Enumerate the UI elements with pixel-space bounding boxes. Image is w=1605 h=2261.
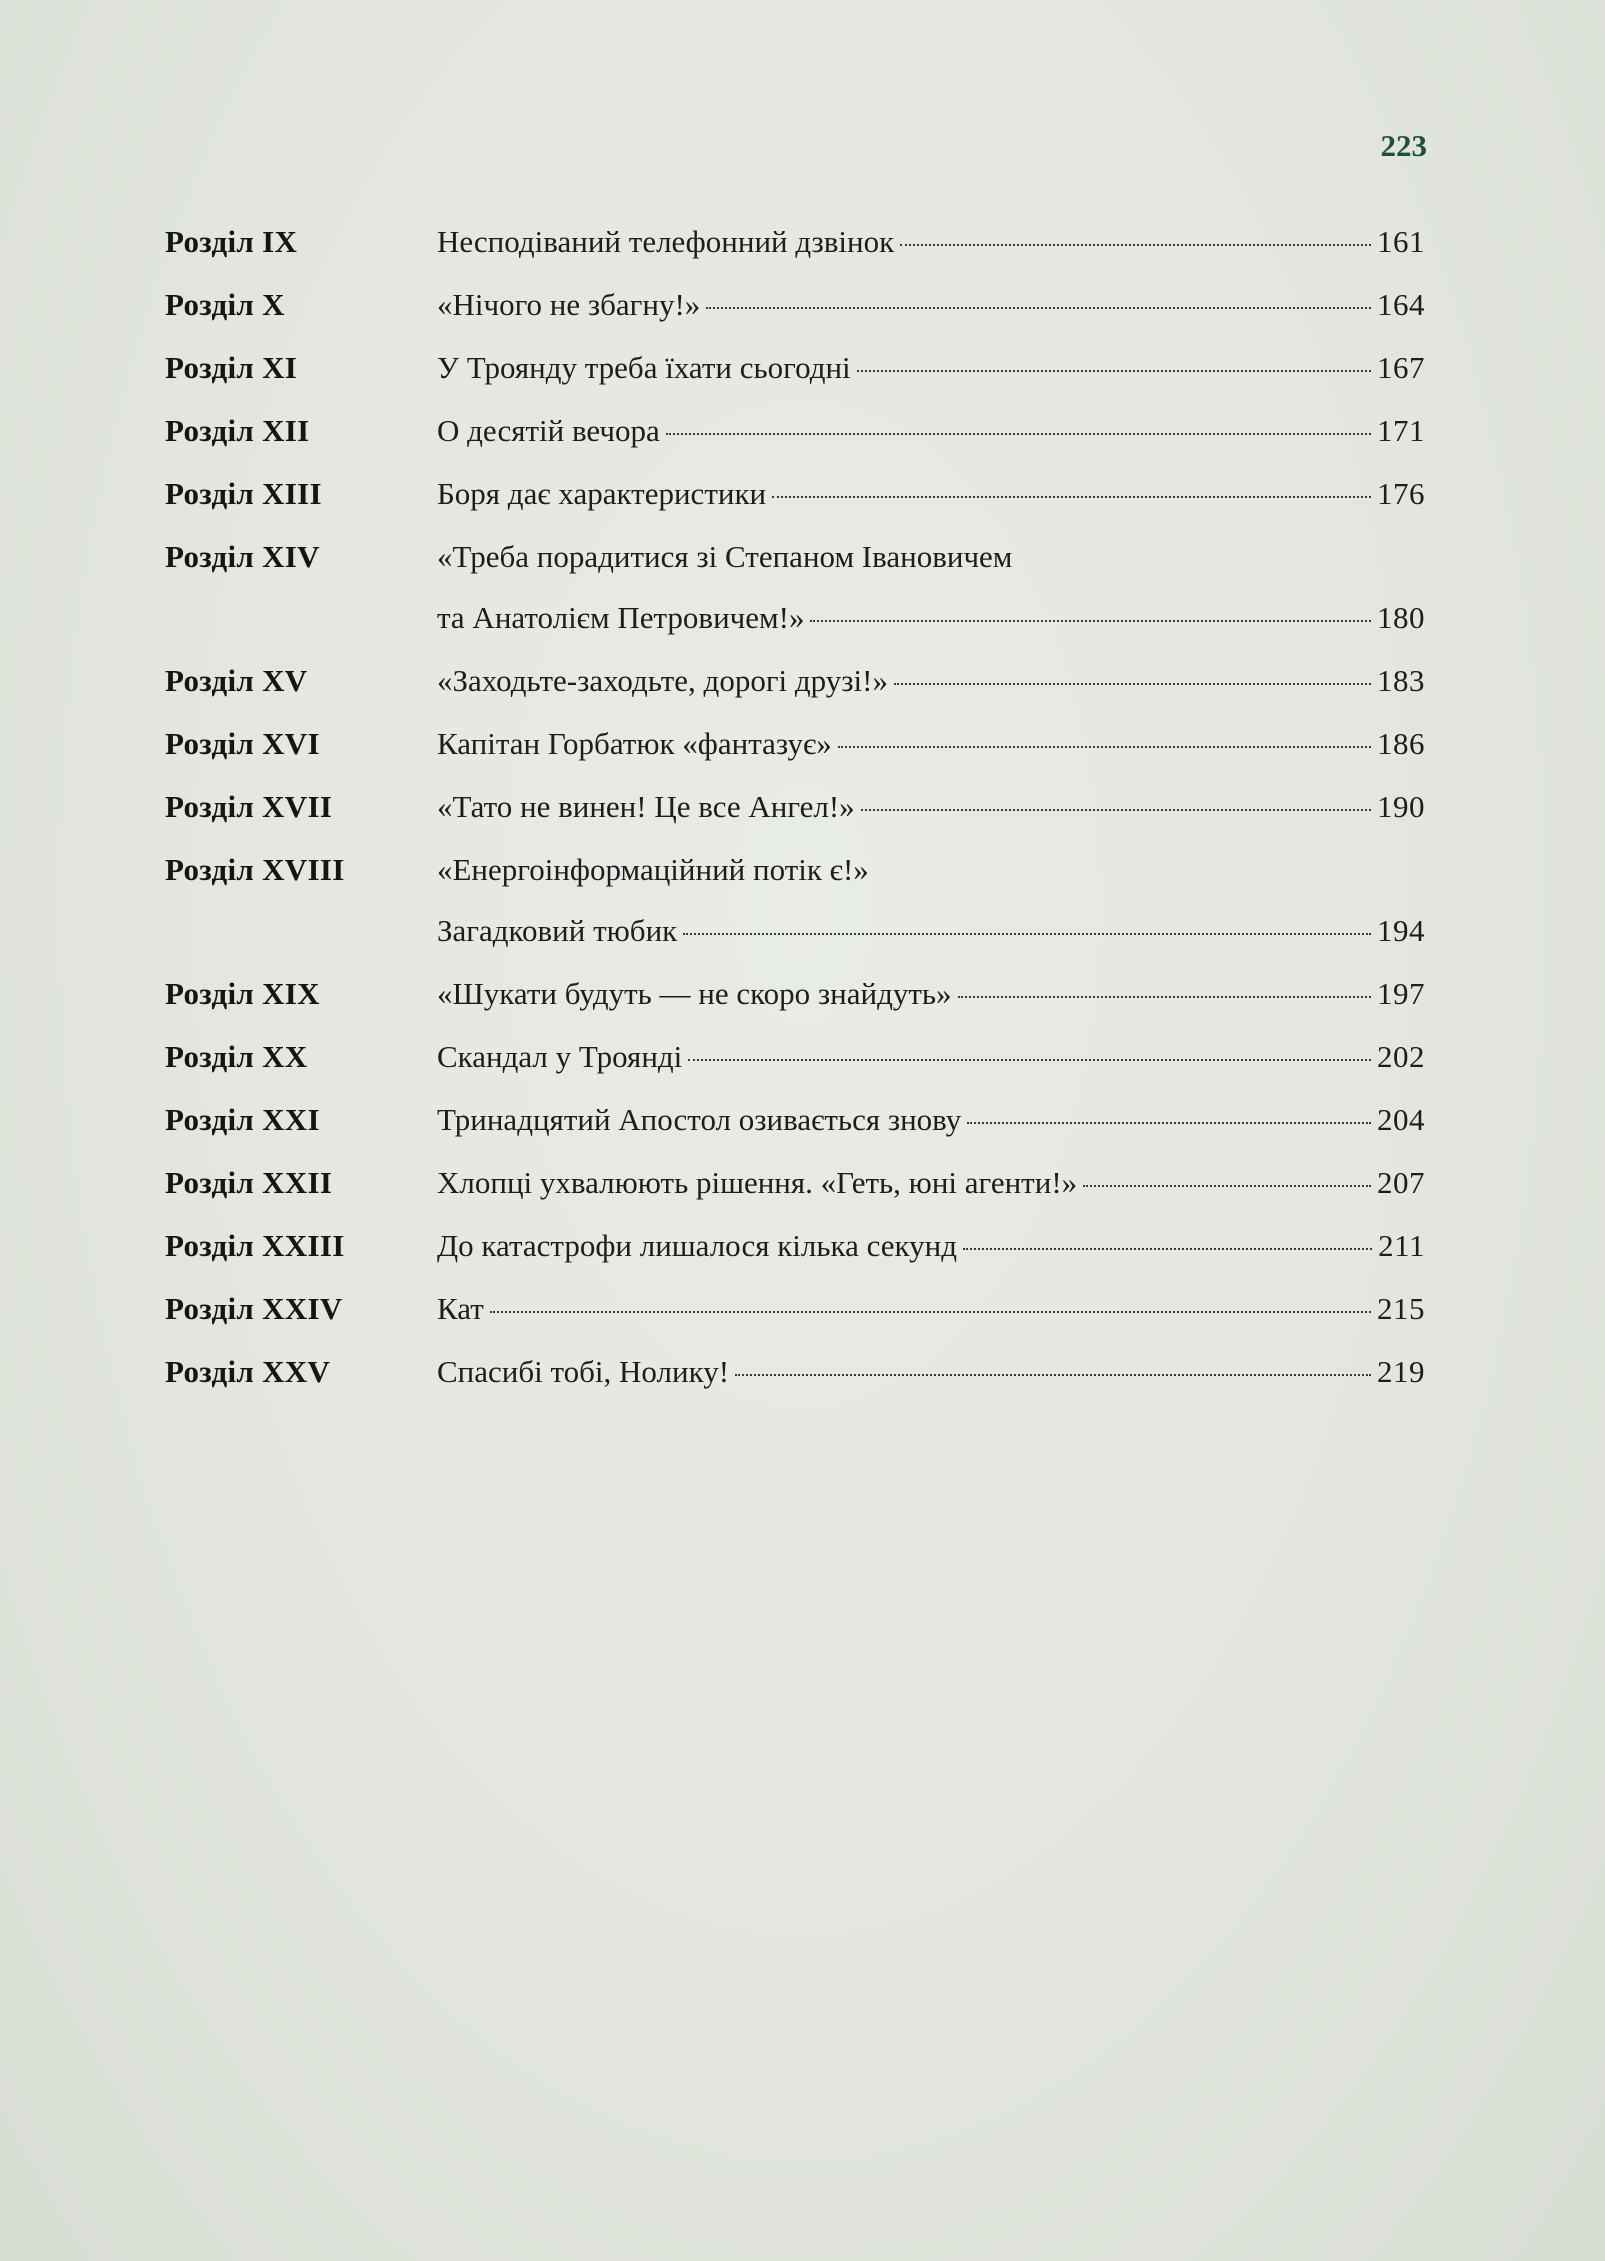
chapter-title-line (437, 348, 1425, 387)
chapter-entry (437, 724, 1425, 763)
chapter-label: Розділ IX (165, 224, 298, 259)
chapter-label: Розділ XIX (165, 976, 320, 1011)
chapter-title-line (437, 411, 1425, 450)
dot-leader (810, 620, 1371, 622)
chapter-entry (437, 1289, 1425, 1328)
chapter-title: У Троянду треба їхати сьогодні (437, 350, 851, 385)
chapter-entry (437, 1163, 1425, 1202)
dot-leader (683, 933, 1371, 935)
dot-leader (490, 1311, 1371, 1313)
chapter-title-line (437, 474, 1425, 513)
chapter-title: Тринадцятий Апостол озивається знову (437, 1102, 962, 1137)
dot-leader (861, 809, 1371, 811)
chapter-entry (437, 974, 1425, 1013)
toc-row (165, 411, 1425, 450)
chapter-label: Розділ XI (165, 350, 298, 385)
chapter-title-line (437, 537, 1425, 576)
chapter-title-line (437, 974, 1425, 1013)
chapter-label: Розділ XII (165, 413, 310, 448)
chapter-title: Кат (437, 1291, 484, 1326)
page-reference: 180 (1377, 600, 1425, 635)
chapter-entry (437, 348, 1425, 387)
chapter-entry (437, 1352, 1425, 1391)
chapter-label: Розділ XIII (165, 476, 322, 511)
dot-leader (735, 1374, 1371, 1376)
chapter-title: Несподіваний телефонний дзвінок (437, 224, 895, 259)
toc-row (165, 537, 1425, 637)
chapter-title: Скандал у Троянді (437, 1039, 683, 1074)
chapter-title: «Шукати будуть — не скоро знайдуть» (437, 976, 952, 1011)
toc-row (165, 285, 1425, 324)
toc-row (165, 1352, 1425, 1391)
toc-row (165, 661, 1425, 700)
chapter-title: «Заходьте-заходьте, дорогі друзі!» (437, 663, 888, 698)
chapter-label: Розділ XVI (165, 726, 320, 761)
dot-leader (967, 1122, 1371, 1124)
chapter-title-line (437, 1163, 1425, 1202)
chapter-entry (437, 411, 1425, 450)
chapter-title-line (437, 1100, 1425, 1139)
toc-row (165, 1037, 1425, 1076)
page-reference: 161 (1377, 224, 1425, 259)
toc-row (165, 474, 1425, 513)
chapter-entry (437, 1037, 1425, 1076)
page-reference: 211 (1378, 1228, 1425, 1263)
chapter-title-line (437, 285, 1425, 324)
chapter-entry (437, 661, 1425, 700)
chapter-label: Розділ XIV (165, 539, 320, 574)
page-reference: 207 (1377, 1165, 1425, 1200)
chapter-label: Розділ XXV (165, 1354, 331, 1389)
chapter-title-line (437, 1352, 1425, 1391)
chapter-label: Розділ X (165, 287, 285, 322)
toc-row (165, 724, 1425, 763)
dot-leader (857, 370, 1371, 372)
dot-leader (772, 496, 1371, 498)
chapter-title: Боря дає характеристики (437, 476, 767, 511)
page-reference: 183 (1377, 663, 1425, 698)
page-reference: 167 (1377, 350, 1425, 385)
dot-leader (666, 433, 1371, 435)
chapter-entry (437, 1226, 1425, 1265)
chapter-title: Спасибі тобі, Нолику! (437, 1354, 730, 1389)
chapter-title: Хлопці ухвалюють рішення. «Геть, юні агенти!» (437, 1165, 1078, 1200)
chapter-entry (437, 1100, 1425, 1139)
chapter-label: Розділ XVIII (165, 852, 345, 887)
chapter-title: «Нічого не збагну!» (437, 287, 701, 322)
toc-row (165, 1100, 1425, 1139)
page-reference: 215 (1377, 1291, 1425, 1326)
chapter-title: «Енергоінформаційний потік є!» (437, 852, 869, 887)
chapter-label: Розділ XXIV (165, 1291, 343, 1326)
chapter-title: О десятій вечора (437, 413, 660, 448)
toc-row (165, 787, 1425, 826)
page-number: 223 (1380, 128, 1427, 163)
chapter-entry (437, 787, 1425, 826)
chapter-title: До катастрофи лишалося кілька секунд (437, 1228, 957, 1263)
chapter-entry (437, 222, 1425, 261)
page-reference: 194 (1377, 913, 1425, 948)
dot-leader (706, 307, 1371, 309)
chapter-title: «Тато не винен! Це все Ангел!» (437, 789, 855, 824)
chapter-title-line (437, 1226, 1425, 1265)
chapter-label: Розділ XXI (165, 1102, 320, 1137)
dot-leader (963, 1248, 1372, 1250)
chapter-title-line (437, 222, 1425, 261)
chapter-label: Розділ XXII (165, 1165, 333, 1200)
chapter-label: Розділ XX (165, 1039, 308, 1074)
toc-row (165, 974, 1425, 1013)
dot-leader (900, 244, 1371, 246)
chapter-entry (437, 537, 1425, 637)
chapter-title-line (437, 911, 1425, 950)
page-reference: 197 (1377, 976, 1425, 1011)
chapter-label: Розділ XXIII (165, 1228, 345, 1263)
dot-leader (958, 996, 1371, 998)
page-reference: 176 (1377, 476, 1425, 511)
page-reference: 171 (1377, 413, 1425, 448)
chapter-entry (437, 285, 1425, 324)
dot-leader (688, 1059, 1371, 1061)
dot-leader (838, 746, 1371, 748)
toc-row (165, 1163, 1425, 1202)
chapter-title: Капітан Горбатюк «фантазує» (437, 726, 832, 761)
page-reference: 190 (1377, 789, 1425, 824)
chapter-entry (437, 850, 1425, 950)
chapter-title: та Анатолієм Петровичем!» (437, 600, 805, 635)
page-reference: 164 (1377, 287, 1425, 322)
chapter-entry (437, 474, 1425, 513)
chapter-title-line (437, 724, 1425, 763)
dot-leader (1083, 1185, 1371, 1187)
page-reference: 202 (1377, 1039, 1425, 1074)
page-reference: 186 (1377, 726, 1425, 761)
chapter-title: Загадковий тюбик (437, 913, 678, 948)
chapter-label: Розділ XV (165, 663, 308, 698)
page-reference: 204 (1377, 1102, 1425, 1137)
chapter-label: Розділ XVII (165, 789, 333, 824)
chapter-title: «Треба порадитися зі Степаном Івановичем (437, 539, 1013, 574)
toc-row (165, 1226, 1425, 1265)
page-reference: 219 (1377, 1354, 1425, 1389)
toc-row (165, 222, 1425, 261)
chapter-title-line (437, 787, 1425, 826)
toc-row (165, 1289, 1425, 1328)
chapter-title-line (437, 661, 1425, 700)
chapter-title-line (437, 598, 1425, 637)
table-of-contents (165, 222, 1425, 1415)
chapter-title-line (437, 1037, 1425, 1076)
chapter-title-line (437, 850, 1425, 889)
toc-row (165, 348, 1425, 387)
chapter-title-line (437, 1289, 1425, 1328)
dot-leader (894, 683, 1371, 685)
toc-row (165, 850, 1425, 950)
